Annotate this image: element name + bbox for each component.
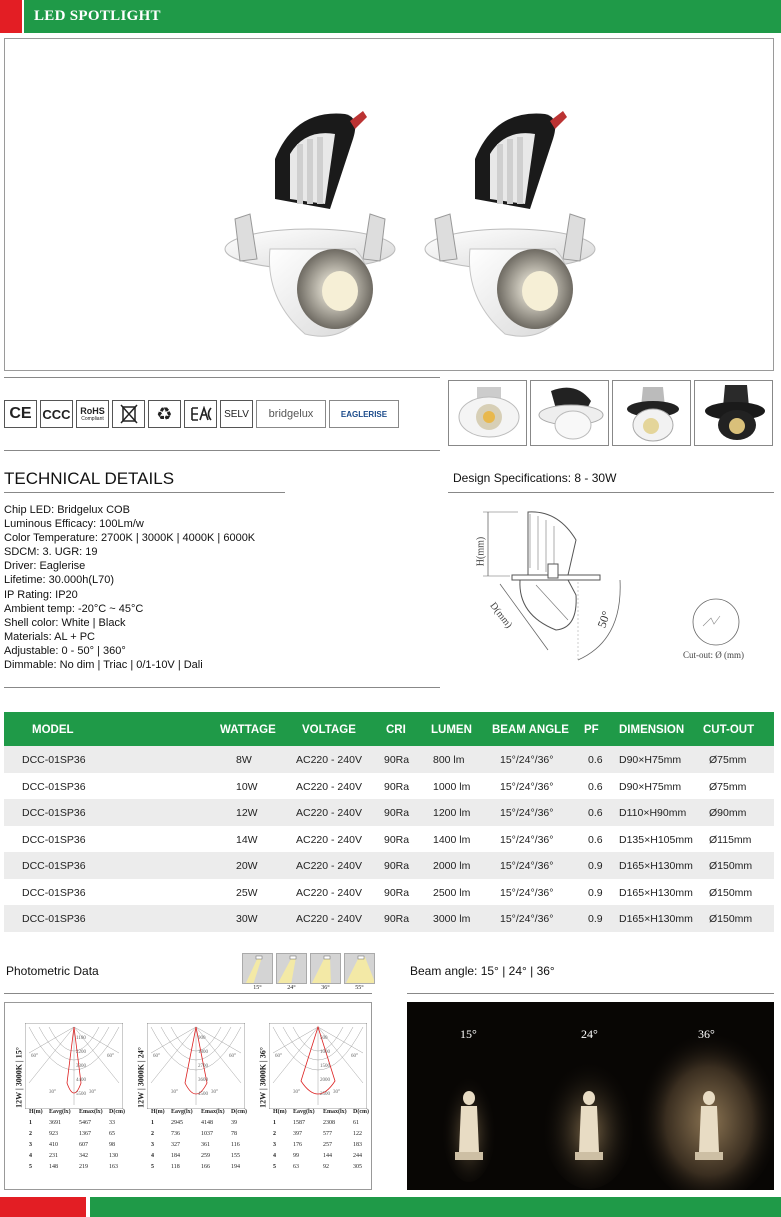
table-cell: 15°/24°/36° xyxy=(500,913,554,925)
svg-text:3600: 3600 xyxy=(198,1078,208,1083)
svg-text:60°: 60° xyxy=(351,1054,358,1059)
table-cell: Ø115mm xyxy=(709,833,752,846)
table-cell: DCC-01SP36 xyxy=(22,780,86,793)
beam-36-icon: 36° xyxy=(310,953,341,993)
svg-text:4500: 4500 xyxy=(198,1092,208,1097)
beam-label-36: 36° xyxy=(698,1027,715,1041)
table-cell: Ø150mm xyxy=(709,913,753,925)
svg-text:2000: 2000 xyxy=(320,1078,330,1083)
table-cell: 1000 lm xyxy=(433,780,471,793)
selv-mark: SELV xyxy=(220,400,253,428)
illuminance-table: H(m) Eavg(lx) Emax(lx) D(cm) 1 2945 4148 39 2 736 1037 78 3 327 361 116 4 184 259 155 5 118 166 194 xyxy=(151,1109,247,1170)
beam-angle-title: Beam angle: 15° | 24° | 36° xyxy=(410,964,555,978)
svg-text:5500: 5500 xyxy=(76,1092,86,1097)
spec-table xyxy=(4,712,774,932)
table-cell: 15°/24°/36° xyxy=(500,754,554,766)
table-cell: 15°/24°/36° xyxy=(500,833,554,846)
table-cell: 90Ra xyxy=(384,807,410,819)
svg-text:1100: 1100 xyxy=(76,1036,86,1041)
illuminance-table: H(m) Eavg(lx) Emax(lx) D(cm) 1 3691 5467 33 2 923 1367 65 3 410 607 98 4 231 342 130 5 148 219 163 xyxy=(29,1109,125,1170)
table-cell: D165×H130mm xyxy=(619,913,693,925)
table-cell: D135×H105mm xyxy=(619,833,693,846)
page-title: LED SPOTLIGHT xyxy=(34,8,161,24)
spec-line: Chip LED: Bridgelux COB xyxy=(4,504,130,516)
beam-label-15: 15° xyxy=(460,1027,477,1041)
divider xyxy=(448,492,774,493)
beam-angle-icons xyxy=(242,953,375,993)
table-cell: 15°/24°/36° xyxy=(500,807,554,819)
spec-line: Color Temperature: 2700K | 3000K | 4000K | 6000K xyxy=(4,532,256,545)
table-body xyxy=(4,746,774,932)
svg-text:30°: 30° xyxy=(89,1090,96,1095)
table-cell: 90Ra xyxy=(384,780,410,793)
svg-text:30°: 30° xyxy=(171,1090,178,1095)
divider xyxy=(4,492,285,493)
table-cell: 14W xyxy=(236,833,258,846)
table-cell: Ø90mm xyxy=(709,807,747,819)
table-cell: D110×H90mm xyxy=(619,807,687,819)
divider xyxy=(4,450,440,451)
table-cell: AC220 - 240V xyxy=(296,886,362,899)
recycle-icon: ♻ xyxy=(148,400,181,428)
beam-24-icon: 24° xyxy=(276,953,307,993)
spec-line: IP Rating: IP20 xyxy=(4,588,78,601)
table-cell: D90×H75mm xyxy=(619,780,682,793)
footer-red-bar xyxy=(0,1197,86,1217)
table-cell: 0.9 xyxy=(588,913,603,925)
table-cell: D90×H75mm xyxy=(619,754,682,766)
table-cell: AC220 - 240V xyxy=(296,833,362,846)
table-cell: 90Ra xyxy=(384,886,410,899)
chart-label: 12W | 3000K | 24° xyxy=(136,1047,146,1108)
polar-diagram xyxy=(25,1023,123,1109)
table-cell: Ø75mm xyxy=(709,754,747,766)
column-header: MODEL xyxy=(32,724,74,736)
chart-label: 12W | 3000K | 15° xyxy=(14,1047,24,1108)
table-row xyxy=(4,852,774,879)
table-cell: 90Ra xyxy=(384,860,410,872)
ce-mark-icon: CE xyxy=(4,400,37,428)
dimension-drawing xyxy=(448,500,768,675)
chart-label: 12W | 3000K | 36° xyxy=(258,1047,268,1108)
svg-text:30°: 30° xyxy=(333,1090,340,1095)
svg-text:1500: 1500 xyxy=(320,1064,330,1069)
table-cell: 8W xyxy=(236,754,252,766)
spec-line: SDCM: 3. UGR: 19 xyxy=(4,546,98,559)
footer-green-bar xyxy=(90,1197,781,1217)
weee-bin-icon xyxy=(112,400,145,428)
table-header xyxy=(4,712,774,746)
table-cell: D165×H130mm xyxy=(619,860,693,872)
certification-row xyxy=(4,400,399,430)
table-cell: AC220 - 240V xyxy=(296,860,362,872)
svg-text:900: 900 xyxy=(198,1036,206,1041)
eac-mark-icon xyxy=(184,400,217,428)
table-cell: 15°/24°/36° xyxy=(500,860,554,872)
rohs-mark-icon: RoHS Compliant xyxy=(76,400,109,428)
product-image-box xyxy=(4,38,774,371)
divider xyxy=(4,377,440,378)
table-cell: 0.6 xyxy=(588,780,603,793)
svg-text:2200: 2200 xyxy=(76,1050,86,1055)
spec-line: Lifetime: 30.000h(L70) xyxy=(4,574,115,587)
thumbnail-tilt-view xyxy=(530,380,609,446)
spec-line: Driver: Eaglerise xyxy=(4,560,86,573)
svg-text:1000: 1000 xyxy=(320,1050,330,1055)
table-row xyxy=(4,826,774,853)
table-cell: DCC-01SP36 xyxy=(22,833,86,846)
polar-diagram xyxy=(269,1023,367,1109)
table-cell: 25W xyxy=(236,886,258,899)
tilt-angle-label: 50° xyxy=(594,609,614,630)
technical-details-title: TECHNICAL DETAILS xyxy=(4,469,175,488)
spec-line: Adjustable: 0 - 50° | 360° xyxy=(4,644,126,657)
svg-text:60°: 60° xyxy=(229,1054,236,1059)
illuminance-table: H(m) Eavg(lx) Emax(lx) D(cm) 1 1587 2308 61 2 397 577 122 3 176 257 183 4 99 144 244 5 63 92 305 xyxy=(273,1109,369,1170)
svg-text:30°: 30° xyxy=(293,1090,300,1095)
thumbnail-front-view xyxy=(448,380,527,446)
spec-line: Ambient temp: -20°C ~ 45°C xyxy=(4,602,144,615)
table-cell: 800 lm xyxy=(433,754,465,766)
table-cell: DCC-01SP36 xyxy=(22,754,86,766)
design-spec-title: Design Specifications: 8 - 30W xyxy=(453,471,617,485)
eaglerise-logo: EAGLERISE xyxy=(329,400,399,428)
table-cell: AC220 - 240V xyxy=(296,807,362,819)
table-row xyxy=(4,746,774,773)
thumbnail-black-version xyxy=(694,380,773,446)
spec-line: Luminous Efficacy: 100Lm/w xyxy=(4,518,144,531)
svg-text:60°: 60° xyxy=(31,1054,38,1059)
technical-details-list xyxy=(4,503,255,672)
table-cell: 90Ra xyxy=(384,913,410,925)
table-cell: 0.6 xyxy=(588,754,603,766)
beam-15-icon: 15° xyxy=(242,953,273,993)
table-cell: D165×H130mm xyxy=(619,886,693,899)
column-header: WATTAGE xyxy=(220,724,276,736)
thumbnail-angle-view xyxy=(612,380,691,446)
table-cell: 12W xyxy=(236,807,258,819)
table-cell: Ø150mm xyxy=(709,886,753,899)
ccc-mark-icon: CCC xyxy=(40,400,73,428)
table-cell: 15°/24°/36° xyxy=(500,780,554,793)
table-cell: 0.9 xyxy=(588,860,603,872)
svg-text:60°: 60° xyxy=(275,1054,282,1059)
cutout-label: Cut-out: Ø (mm) xyxy=(683,650,744,660)
svg-text:60°: 60° xyxy=(153,1054,160,1059)
product-thumbnails xyxy=(448,380,773,446)
column-header: LUMEN xyxy=(431,724,472,736)
beam-label-24: 24° xyxy=(581,1027,598,1041)
table-cell: 90Ra xyxy=(384,833,410,846)
table-cell: 30W xyxy=(236,913,258,925)
table-cell: DCC-01SP36 xyxy=(22,886,86,899)
column-header: CRI xyxy=(386,724,406,736)
column-header: DIMENSION xyxy=(619,724,685,736)
table-cell: 2500 lm xyxy=(433,886,471,899)
divider xyxy=(407,993,774,994)
table-cell: AC220 - 240V xyxy=(296,780,362,793)
spec-line: Shell color: White | Black xyxy=(4,616,126,629)
table-cell: 0.9 xyxy=(588,886,603,899)
svg-text:3300: 3300 xyxy=(76,1064,86,1069)
diameter-dimension-label: D(mm) xyxy=(487,600,515,631)
svg-text:500: 500 xyxy=(320,1036,328,1041)
divider xyxy=(4,687,440,688)
table-cell: 90Ra xyxy=(384,754,410,766)
table-row xyxy=(4,879,774,906)
table-cell: 2000 lm xyxy=(433,860,471,872)
table-cell: 1400 lm xyxy=(433,833,471,846)
svg-text:2700: 2700 xyxy=(198,1064,208,1069)
svg-text:30°: 30° xyxy=(49,1090,56,1095)
height-dimension-label: H(mm) xyxy=(475,536,487,567)
svg-text:4400: 4400 xyxy=(76,1078,86,1083)
table-row xyxy=(4,799,774,826)
table-row xyxy=(4,773,774,800)
header-red-bar xyxy=(0,0,22,33)
table-cell: 15°/24°/36° xyxy=(500,886,554,899)
svg-text:30°: 30° xyxy=(211,1090,218,1095)
divider xyxy=(4,993,372,994)
table-cell: 3000 lm xyxy=(433,913,471,925)
spec-line: Materials: AL + PC xyxy=(4,630,95,643)
product-photo xyxy=(5,39,775,372)
svg-text:2500: 2500 xyxy=(320,1092,330,1097)
polar-diagram xyxy=(147,1023,245,1109)
table-cell: AC220 - 240V xyxy=(296,913,362,925)
bridgelux-logo: bridgelux xyxy=(256,400,326,428)
table-cell: 10W xyxy=(236,780,258,793)
spotlight-right xyxy=(425,111,595,336)
table-cell: 0.6 xyxy=(588,833,603,846)
column-header: VOLTAGE xyxy=(302,724,356,736)
table-cell: DCC-01SP36 xyxy=(22,913,86,925)
table-cell: 20W xyxy=(236,860,258,872)
table-cell: 1200 lm xyxy=(433,807,471,819)
photometric-charts xyxy=(4,1002,372,1190)
spec-line: Dimmable: No dim | Triac | 0/1-10V | Dali xyxy=(4,659,203,672)
table-cell: Ø150mm xyxy=(709,860,753,872)
beam-55-icon: 55° xyxy=(344,953,375,993)
table-cell: 0.6 xyxy=(588,807,603,819)
table-row xyxy=(4,905,774,932)
column-header: CUT-OUT xyxy=(703,724,755,736)
spotlight-left xyxy=(225,111,395,336)
table-cell: AC220 - 240V xyxy=(296,754,362,766)
svg-text:60°: 60° xyxy=(107,1054,114,1059)
table-cell: DCC-01SP36 xyxy=(22,860,86,872)
table-cell: DCC-01SP36 xyxy=(22,807,86,819)
column-header: BEAM ANGLE xyxy=(492,724,569,736)
column-header: PF xyxy=(584,724,599,736)
svg-text:1800: 1800 xyxy=(198,1050,208,1055)
photometric-title: Photometric Data xyxy=(6,964,99,978)
table-cell: Ø75mm xyxy=(709,780,747,793)
